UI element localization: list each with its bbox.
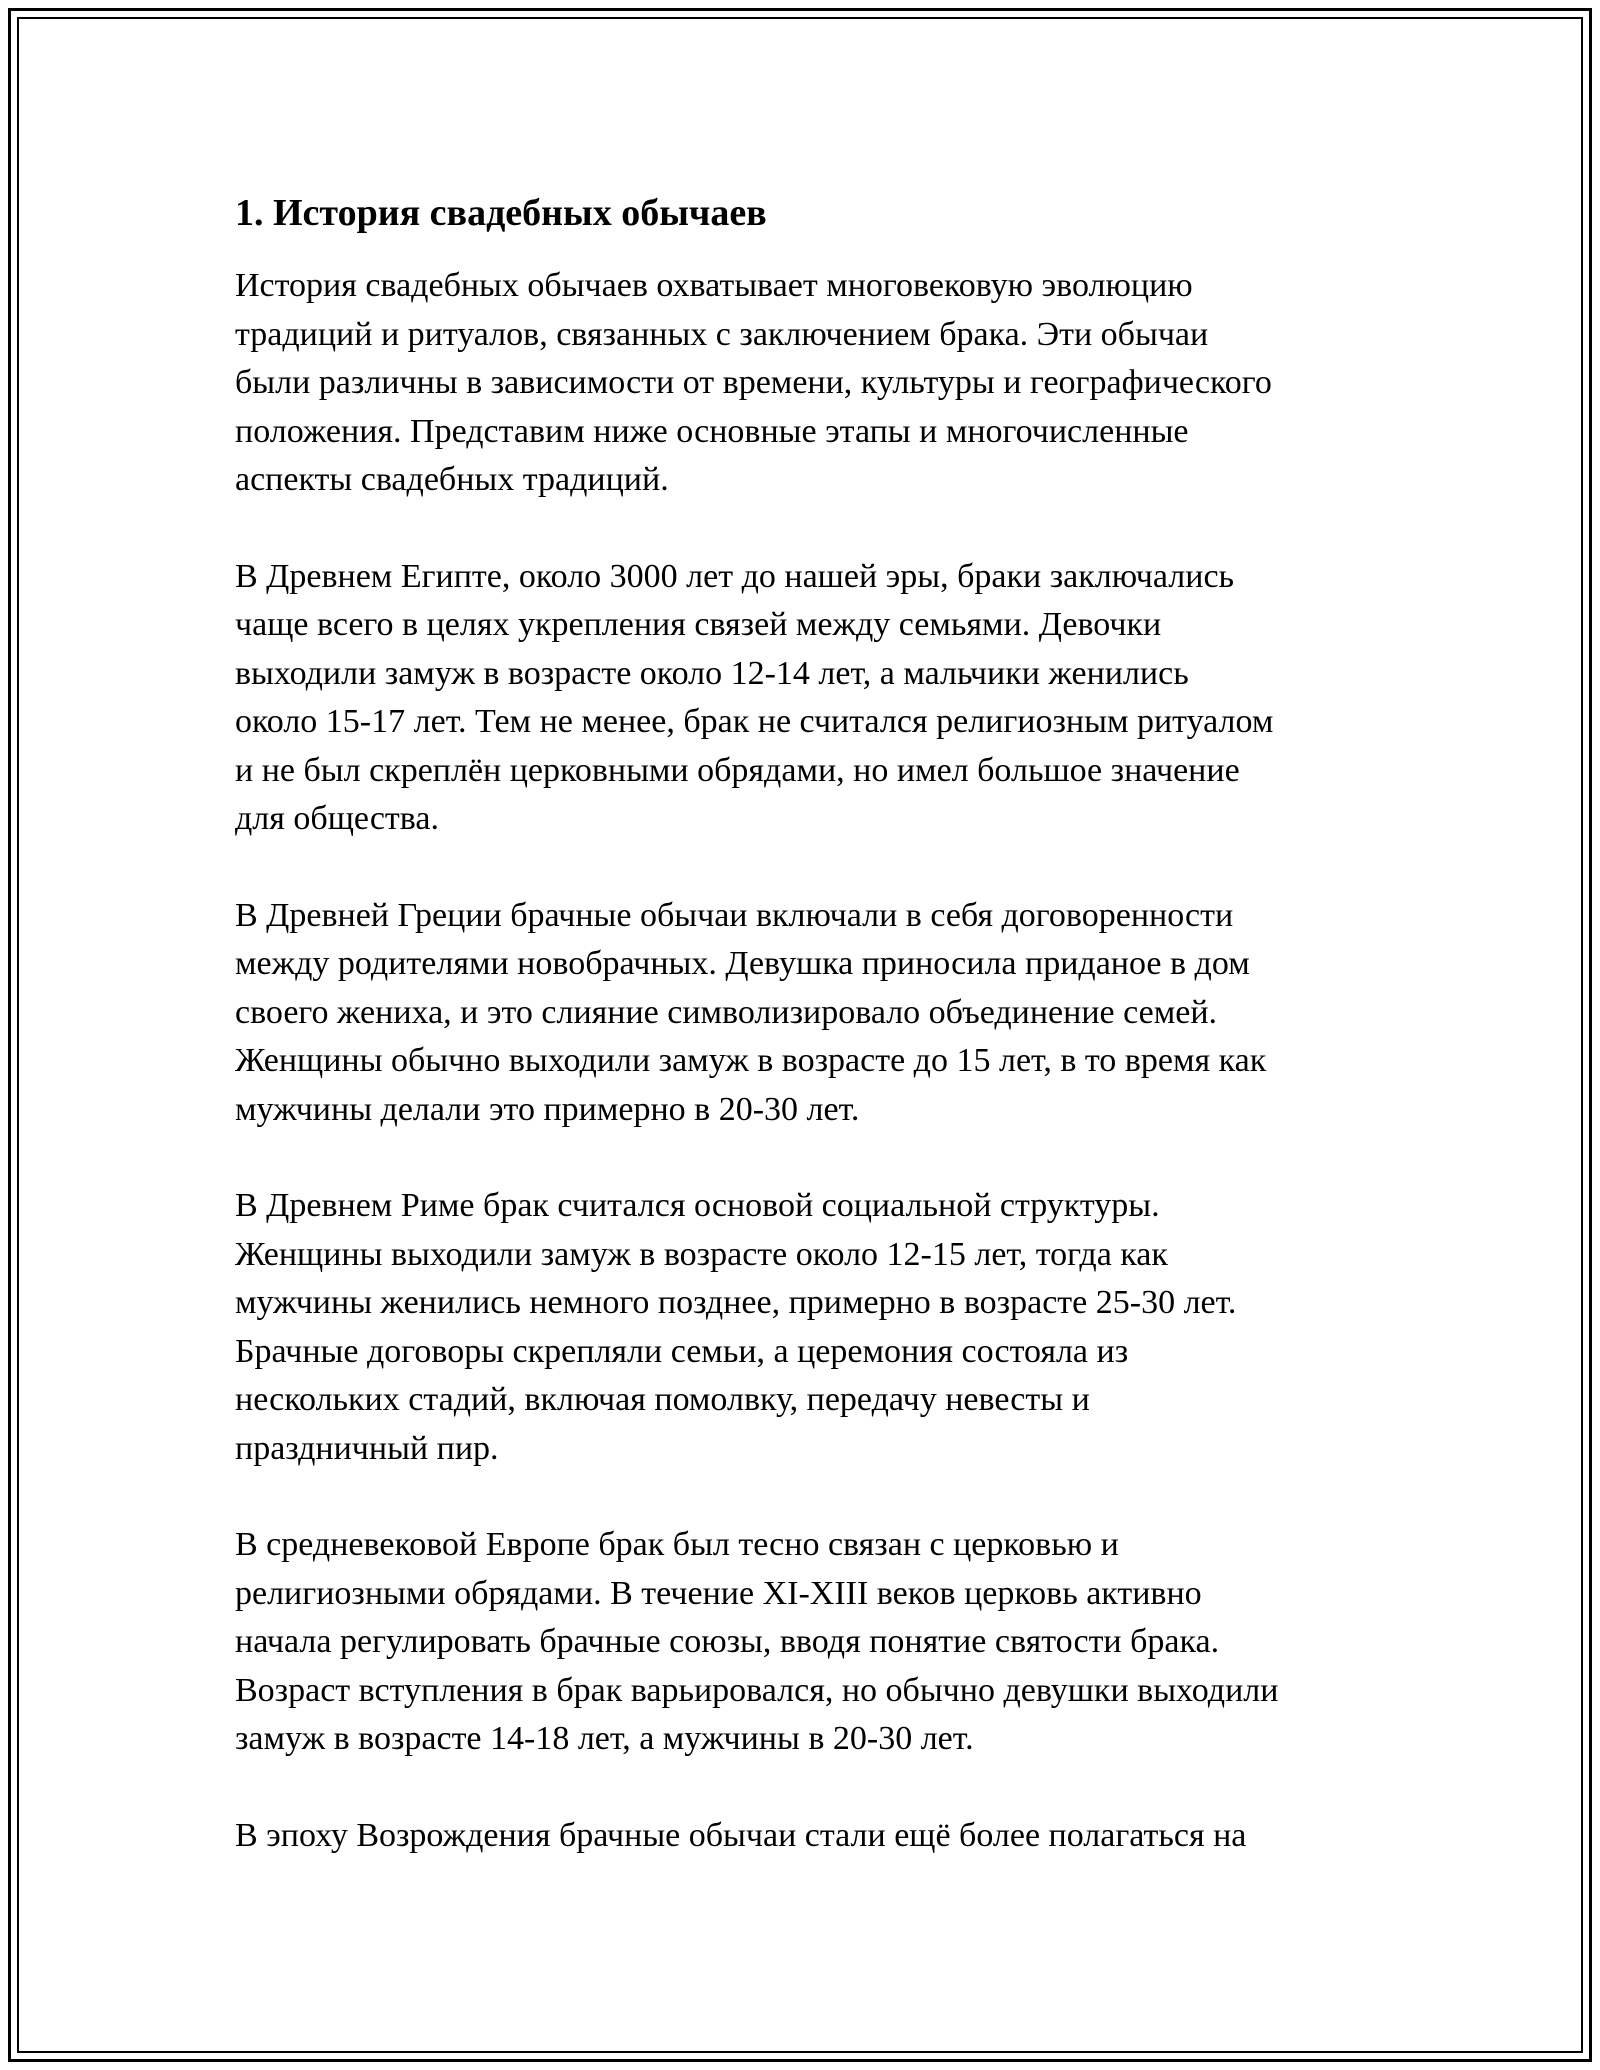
paragraph-ancient-greece: В Древней Греции брачные обычаи включали в себя договоренности между родителями новобрачных. Девушка приносила приданое в дом своего жениха, и это слияние символизировало объединение семей. Женщины обычно выходили замуж в возрасте до 15 лет, в то время как мужчины делали это примерно в 20-30 лет. <box>235 896 1267 1128</box>
paragraph-ancient-egypt: В Древнем Египте, около 3000 лет до нашей эры, браки заключались чаще всего в целях укрепления связей между семьями. Девочки выходили замуж в возрасте около 12-14 лет, а мальчики женились около 15-17 лет. Тем не менее, брак не считался религиозным ритуалом и не был скреплён церковными обрядами, но имел большое значение для общества. <box>235 557 1274 837</box>
paragraph-medieval-europe: В средневековой Европе брак был тесно связан с церковью и религиозными обрядами. В течение XI-XIII веков церковь активно начала регулировать брачные союзы, вводя понятие святости брака. Возраст вступления в брак варьировался, но обычно девушки выходили замуж в возрасте 14-18 лет, а мужчины в 20-30 лет. <box>235 1526 1279 1757</box>
paragraph-intro: История свадебных обычаев охватывает многовековую эволюцию традиций и ритуалов, связанных с заключением брака. Эти обычаи были различны в зависимости от времени, культуры и географического положения. Представим ниже основные этапы и многочисленные аспекты свадебных традиций. <box>235 267 1272 498</box>
section-heading: 1. История свадебных обычаев <box>235 192 767 234</box>
paragraph-renaissance: В эпоху Возрождения брачные обычаи стали ещё более полагаться на <box>235 1816 1247 1854</box>
document-body <box>235 188 1385 1908</box>
paragraph-ancient-rome: В Древнем Риме брак считался основой социальной структуры. Женщины выходили замуж в возрасте около 12-15 лет, тогда как мужчины женились немного позднее, примерно в возрасте 25-30 лет. Брачные договоры скрепляли семьи, а церемония состояла из нескольких стадий, включая помолвку, передачу невесты и праздничный пир. <box>235 1187 1237 1467</box>
